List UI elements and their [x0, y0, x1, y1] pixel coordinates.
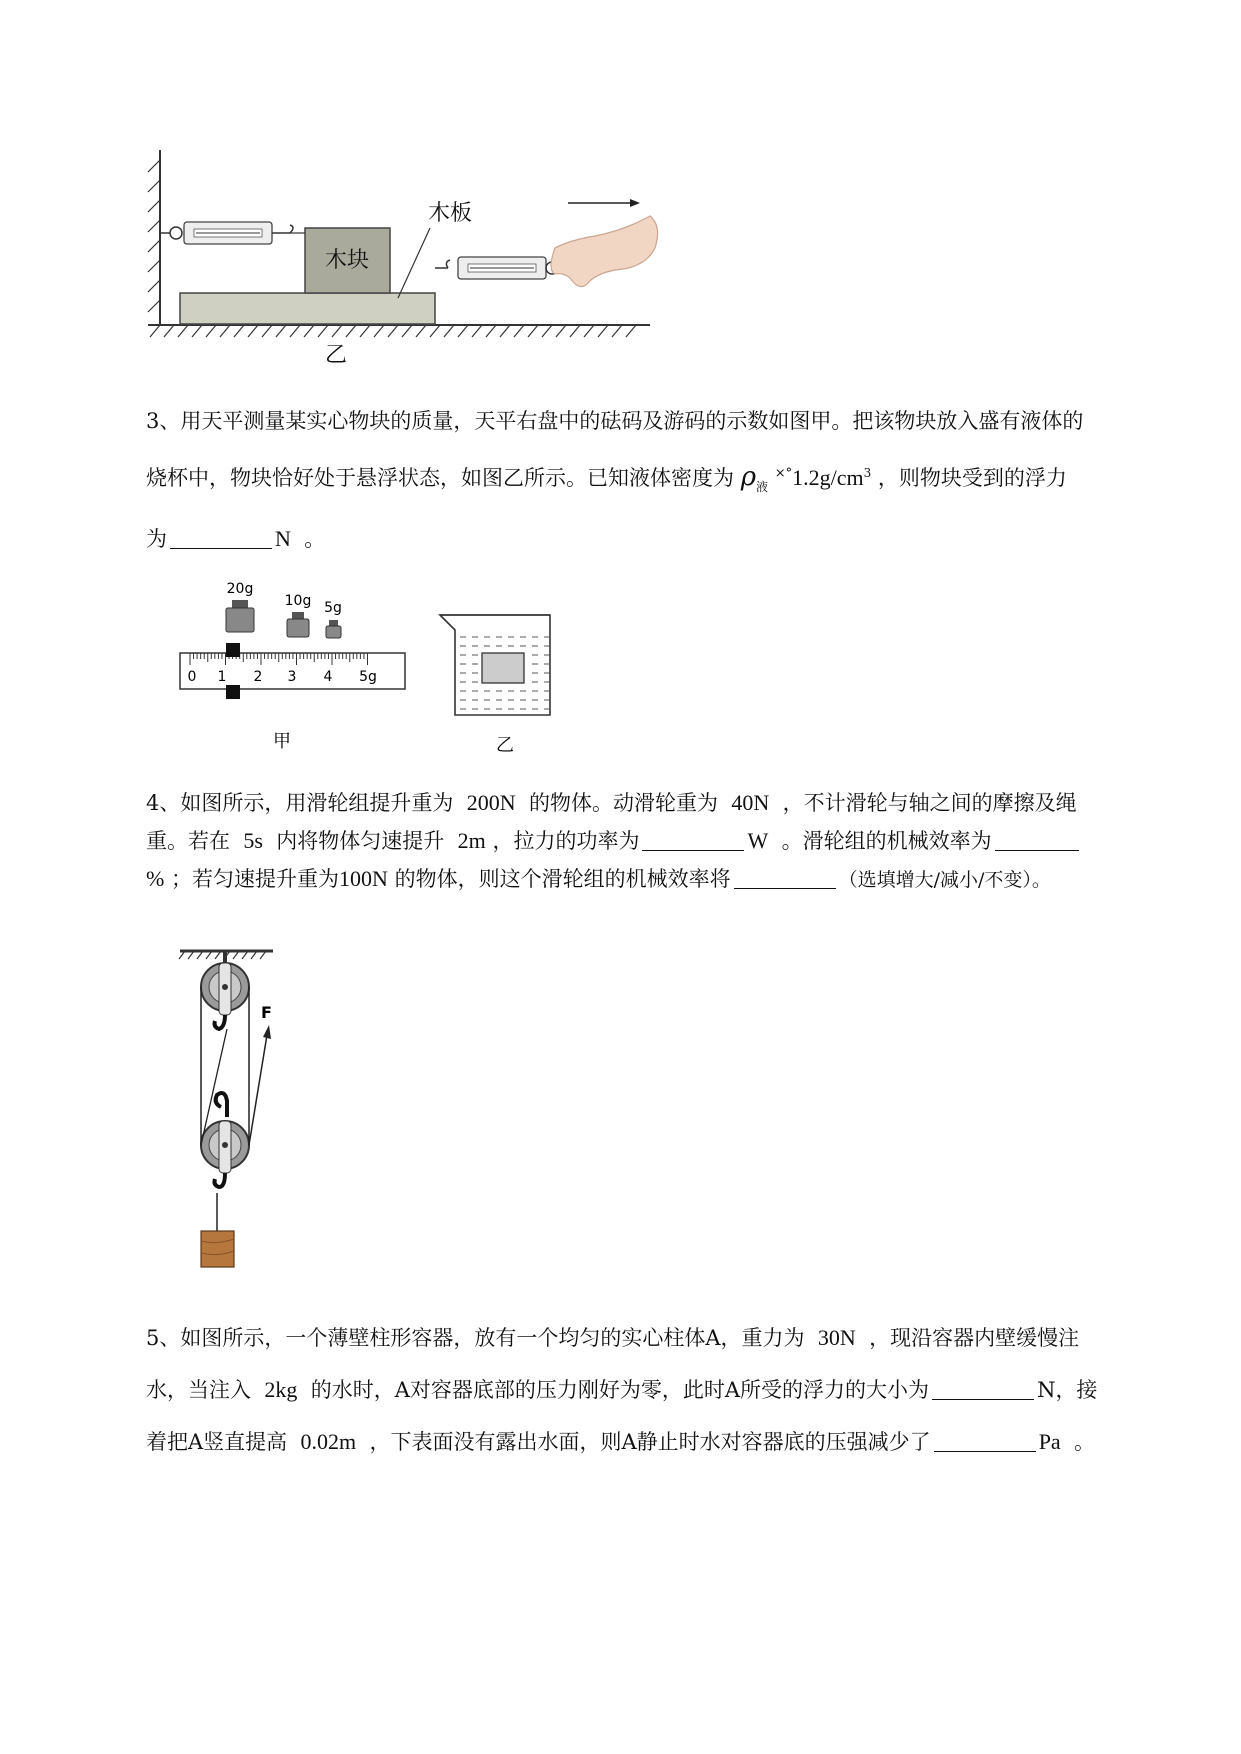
weight-label-5g: 5g	[324, 600, 342, 616]
rho-symbol: ρ	[740, 462, 756, 492]
question-5	[146, 1312, 1156, 1468]
q5-line-3: 着把A竖直提高 0.02m ，下表面没有露出水面，则A静止时水对容器底的压强减少了 Pa 。	[146, 1429, 1096, 1454]
block-label: 木块	[324, 248, 370, 273]
board-label: 木板	[428, 201, 473, 226]
q3-line-2: 烧杯中，物块恰好处于悬浮状态，如图乙所示。已知液体密度为 $\rho_液$ $^{\times^\circ}1.2g/cm^3$ ，则物块受到的浮力	[146, 462, 1067, 494]
svg-text:3: 3	[287, 669, 297, 685]
friction-experiment-figure	[130, 140, 690, 380]
svg-text:2: 2	[253, 669, 263, 685]
wooden-board	[180, 293, 435, 324]
answer-blank-q5-buoyancy[interactable]	[932, 1377, 1034, 1400]
weight-20g	[226, 600, 254, 632]
weight-label-20g: 20g	[226, 581, 254, 597]
question-3	[146, 395, 1156, 565]
q3-line-3: 为 N 。	[146, 526, 326, 551]
caption-yi: 乙	[496, 735, 514, 756]
figure-caption: 乙	[324, 343, 348, 368]
fixed-pulley	[201, 963, 249, 1015]
weight-label-10g: 10g	[284, 593, 312, 609]
force-label: F	[261, 1003, 272, 1022]
density-exponent: 3	[863, 466, 872, 480]
answer-blank-q5-pressure[interactable]	[934, 1429, 1036, 1452]
q5-line-2: 水，当注入 2kg 的水时，A对容器底部的压力刚好为零，此时A所受的浮力的大小为 N，接	[146, 1377, 1098, 1402]
caption-jia: 甲	[273, 731, 291, 752]
q4-line-2: 重。若在 5s 内将物体匀速提升 2m ，拉力的功率为 W 。滑轮组的机械效率为	[146, 822, 1156, 860]
svg-text:4: 4	[323, 669, 333, 685]
rider-bottom	[226, 685, 240, 699]
balance-beaker-figure	[170, 575, 560, 765]
q4-line-3: % ；若匀速提升重为100N 的物体，则这个滑轮组的机械效率将 （选填增大/减小/不变）。	[146, 866, 1051, 891]
garbled-symbol: ×°	[774, 466, 793, 481]
svg-text:5g: 5g	[359, 669, 377, 685]
suspended-block	[482, 653, 524, 683]
density-value: 1.2g/cm	[792, 465, 864, 490]
hand-illustration	[551, 216, 658, 287]
rho-subscript: 液	[755, 480, 768, 494]
rider-top	[226, 643, 240, 657]
svg-text:1: 1	[217, 669, 227, 685]
movable-pulley	[201, 1121, 249, 1173]
q5-line-1: 5、如图所示，一个薄壁柱形容器，放有一个均匀的实心柱体A，重力为 30N ，现沿容器内壁缓慢注	[146, 1325, 1080, 1350]
load-block	[201, 1231, 234, 1267]
answer-blank-q4-change[interactable]	[734, 866, 836, 889]
svg-text:0: 0	[187, 669, 197, 685]
q4-line-1: 4、如图所示，用滑轮组提升重为 200N 的物体。动滑轮重为 40N ，不计滑轮与轴之间的摩擦及绳	[146, 790, 1077, 815]
q3-line-1: 3、用天平测量某实心物块的质量，天平右盘中的砝码及游码的示数如图甲。把该物块放入盛有液体的	[146, 409, 1084, 433]
answer-blank-q4-power[interactable]	[642, 828, 744, 851]
weight-10g	[287, 612, 309, 637]
answer-blank-q4-efficiency[interactable]	[995, 828, 1079, 851]
question-4	[146, 784, 1156, 899]
answer-blank-q3[interactable]	[170, 526, 272, 549]
pulley-system-figure	[175, 945, 295, 1285]
weight-5g	[326, 620, 341, 638]
